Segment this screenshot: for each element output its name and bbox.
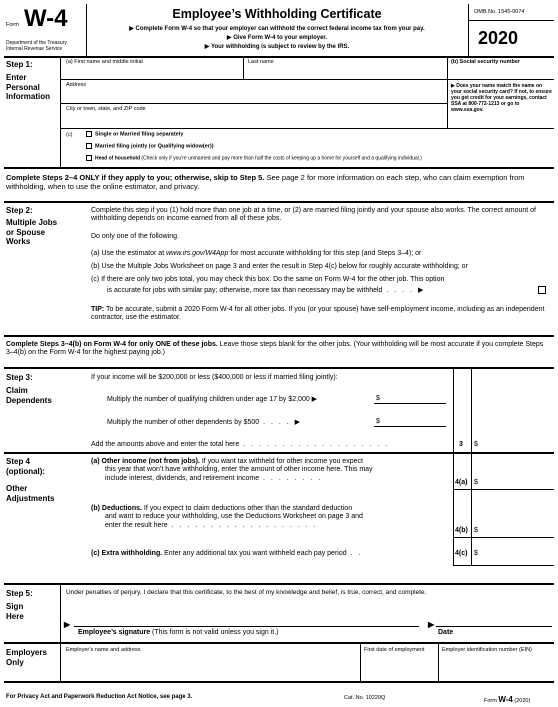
step1-title: Enter Personal Information — [6, 73, 50, 102]
address-input[interactable] — [62, 89, 445, 102]
first-date-label: First date of employment — [364, 647, 425, 653]
step4b-desc: (b) Deductions. If you expect to claim deductions other than the standard deduction and want to reduce your withholding, use the Deductions Worksheet on page 3 and enter the result here . . . . . . . . . . . . . . . . . . . — [91, 505, 363, 529]
step4a-line-number: 4(a) — [455, 479, 468, 486]
filing-head[interactable]: Head of household (Check only if you’re unmarried and pay more than half the costs of keeping up a home for yourself and a qualifying individual.) — [86, 155, 422, 161]
step3-total-label: Add the amounts above and enter the total here . . . . . . . . . . . . . . . . . . . — [91, 441, 390, 448]
city-input[interactable] — [62, 113, 445, 127]
footer-form: Form W-4 (2020) — [484, 695, 531, 704]
estimator-link[interactable]: www.irs.gov/W4App — [166, 250, 229, 257]
other-dep-label: Multiply the number of other dependents by $500 . . . . ▶ — [107, 419, 303, 426]
head-checkbox[interactable] — [86, 155, 92, 161]
children-input[interactable] — [382, 392, 446, 403]
married-checkbox[interactable] — [86, 143, 92, 149]
filing-status-label: (c) — [66, 132, 73, 138]
step2-label: Step 2: — [6, 206, 33, 215]
perjury-statement: Under penalties of perjury, I declare that this certificate, to the best of my knowledge and belief, is true, correct, and complete. — [66, 589, 427, 596]
other-dep-dollar: $ — [376, 418, 380, 425]
date-label: Date — [438, 629, 454, 636]
form-number: W-4 — [24, 5, 68, 32]
ssn-note: ▶ Does your name match the name on your social security card? If not, to ensure you get credit for your earnings, contact SSA at 800-772-1213 or go to www.ssa.gov. — [451, 83, 552, 113]
step4a-dollar: $ — [474, 479, 478, 486]
ssn-label: (b) Social security number — [451, 59, 521, 65]
children-dollar: $ — [376, 395, 380, 402]
step2-desc: Complete this step if you (1) hold more than one job at a time, or (2) are married filing jointly and your spouse also works. The correct amount of withholding depends on income earned from all of these jobs. — [91, 207, 536, 223]
step4c-dollar: $ — [474, 550, 478, 557]
ssn-input[interactable] — [449, 66, 553, 79]
step5-title: Sign Here — [6, 602, 24, 621]
omb-number: OMB No. 1545-0074 — [474, 9, 525, 15]
step1-label: Step 1: — [6, 60, 33, 69]
step4b-line-number: 4(b) — [455, 527, 468, 534]
step2-option-a: (a) Use the estimator at www.irs.gov/W4App for most accurate withholding for this step (and Steps 3–4); or — [91, 250, 422, 257]
step3-line-number: 3 — [459, 441, 463, 448]
other-income-input[interactable] — [480, 476, 552, 488]
two-jobs-checkbox[interactable] — [538, 286, 546, 294]
last-name-label: Last name — [248, 59, 274, 65]
last-name-input[interactable] — [245, 66, 445, 79]
signature-label: Employee’s signature (This form is not valid unless you sign it.) — [78, 629, 279, 636]
step3-total-dollar: $ — [474, 441, 478, 448]
ein-input[interactable] — [440, 663, 552, 680]
children-label: Multiply the number of qualifying children under age 17 by $2,000 ▶ — [107, 396, 318, 403]
dept-label: Department of the Treasury — [6, 40, 67, 46]
form-year: 2020 — [478, 28, 519, 48]
step4-label: Step 4 (optional): — [6, 457, 46, 476]
employers-title: Employers Only — [6, 648, 47, 667]
step4c-line-number: 4(c) — [455, 550, 468, 557]
page-title: Employee’s Withholding Certificate — [172, 7, 382, 21]
step2-tip: TIP: To be accurate, submit a 2020 Form W-4 for all other jobs. If you (or your spouse) have self-employment income, including as an independent contractor, use the estimator. — [91, 306, 545, 322]
signature-arrow: ▶ — [64, 620, 71, 629]
city-label: City or town, state, and ZIP code — [66, 106, 146, 112]
filing-married[interactable]: Married filing jointly (or Qualifying widow(er)) — [86, 143, 214, 149]
date-arrow: ▶ — [428, 620, 435, 629]
irs-label: Internal Revenue Service — [6, 46, 63, 52]
header-line-1: ▶ Complete Form W-4 so that your employer can withhold the correct federal income tax from your pay. — [129, 26, 425, 32]
privacy-notice: For Privacy Act and Paperwork Reduction Act Notice, see page 3. — [6, 694, 193, 700]
address-label: Address — [66, 82, 87, 88]
deductions-input[interactable] — [480, 524, 552, 536]
step2-title: Multiple Jobs or Spouse Works — [6, 218, 58, 247]
form-label: Form — [6, 22, 19, 28]
catalog-number: Cat. No. 10220Q — [344, 695, 386, 701]
step4-title: Other Adjustments — [6, 484, 55, 503]
employer-name-input[interactable] — [62, 655, 358, 680]
ein-label: Employer identification number (EIN) — [442, 647, 532, 653]
step3-title: Claim Dependents — [6, 386, 52, 405]
step4c-desc: (c) Extra withholding. Enter any additional tax you want withheld each pay period . . — [91, 550, 363, 557]
step4a-desc: (a) Other income (not from jobs). If you want tax withheld for other income you expect this year that won’t have withholding, enter the amount of other income here. This may include interest, dividends, and retirement income . . . . . . . . — [91, 458, 373, 482]
step3-label: Step 3: — [6, 373, 33, 382]
filing-single[interactable]: Single or Married filing separately — [86, 131, 183, 137]
first-name-input[interactable] — [62, 66, 242, 79]
extra-withholding-input[interactable] — [480, 547, 552, 559]
first-date-input[interactable] — [362, 663, 436, 680]
step3-total-input[interactable] — [480, 438, 552, 450]
other-dep-input[interactable] — [382, 415, 446, 426]
single-checkbox[interactable] — [86, 131, 92, 137]
step2-option-c: (c) If there are only two jobs total, you may check this box. Do the same on Form W-4 for the other job. This option — [91, 276, 445, 283]
step4b-dollar: $ — [474, 527, 478, 534]
step2-option-c-cont: is accurate for jobs with similar pay; otherwise, more tax than necessary may be withheld . . . . ▶ — [107, 287, 426, 294]
signature-input[interactable] — [74, 606, 419, 626]
employer-name-label: Employer’s name and address — [66, 647, 141, 653]
intro-text: Complete Steps 2–4 ONLY if they apply to you; otherwise, skip to Step 5. See page 2 for more information on each step, who can claim exemption from withholding, when to use the online estimator, and privacy. — [6, 173, 525, 191]
date-input[interactable] — [436, 606, 552, 626]
intro2-text: Complete Steps 3–4(b) on Form W-4 for only ONE of these jobs. Leave those steps blank for the other jobs. (Your withholding will be most accurate if you complete Steps 3–4(b) on the Form W-4 for the highest paying job.) — [6, 341, 544, 357]
first-name-label: (a) First name and middle initial — [66, 59, 143, 65]
step2-only-one: Do only one of the following. — [91, 233, 179, 240]
step3-intro: If your income will be $200,000 or less ($400,000 or less if married filing jointly): — [91, 374, 338, 381]
header-line-3: ▶ Your withholding is subject to review by the IRS. — [204, 44, 350, 50]
header-line-2: ▶ Give Form W-4 to your employer. — [226, 35, 328, 41]
step2-option-b: (b) Use the Multiple Jobs Worksheet on page 3 and enter the result in Step 4(c) below for roughly accurate withholding; or — [91, 263, 468, 270]
step5-label: Step 5: — [6, 589, 33, 598]
